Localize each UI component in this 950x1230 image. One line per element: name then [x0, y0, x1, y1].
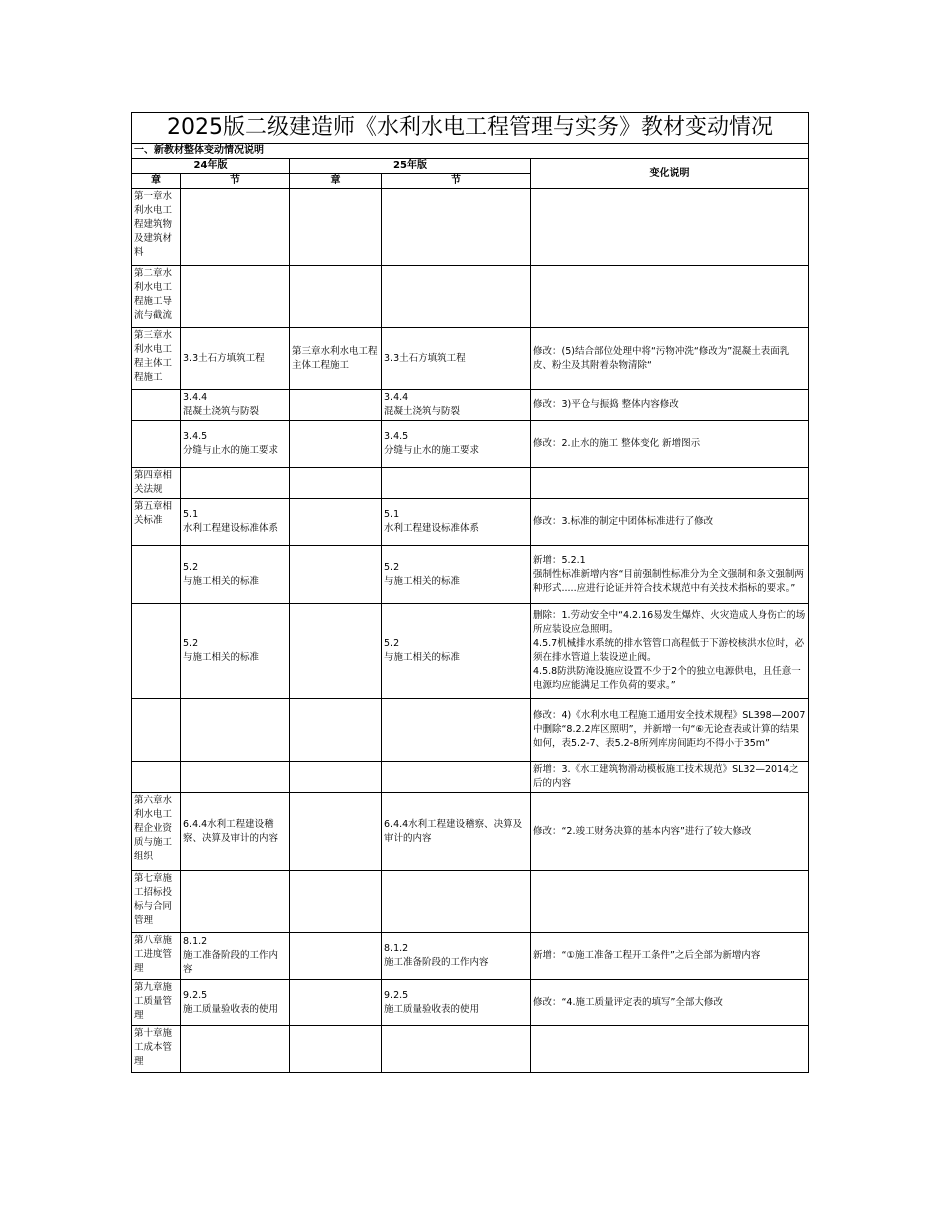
chapter-25-cell [290, 468, 382, 499]
section-25-cell [382, 762, 531, 793]
change-note-cell: 新增：“①施工准备工程开工条件”之后全部为新增内容 [531, 933, 809, 980]
table-row [132, 604, 809, 699]
header-chapter-25: 章 [290, 174, 382, 189]
chapter-25-cell [290, 499, 382, 546]
section-heading: 一、新教材整体变动情况说明 [132, 144, 809, 159]
chapter-25-cell [290, 980, 382, 1026]
section-25-cell [382, 189, 531, 266]
table-row [132, 390, 809, 421]
change-table [131, 112, 809, 1073]
chapter-25-cell [290, 421, 382, 468]
change-note-cell [531, 871, 809, 933]
section-24-cell [181, 468, 290, 499]
section-24-cell: 3.4.4 混凝土浇筑与防裂 [181, 390, 290, 421]
chapter-24-cell: 第七章施工招标投标与合同管理 [132, 871, 181, 933]
section-25-cell [382, 266, 531, 328]
section-24-cell: 3.3土石方填筑工程 [181, 328, 290, 390]
chapter-25-cell [290, 871, 382, 933]
chapter-25-cell [290, 793, 382, 871]
chapter-24-cell: 第三章水利水电工程主体工程施工 [132, 328, 181, 390]
section-24-cell [181, 762, 290, 793]
change-note-cell: 修改：4)《水利水电工程施工通用安全技术规程》SL398—2007中删除“8.2.2库区照明”，并新增一句“⑥无论查表或计算的结果如何，表5.2-7、表5.2-8所列库房间距均不得小于35m” [531, 699, 809, 762]
chapter-25-cell [290, 762, 382, 793]
chapter-24-cell [132, 762, 181, 793]
section-25-cell: 5.1 水利工程建设标准体系 [382, 499, 531, 546]
section-25-cell: 3.4.4 混凝土浇筑与防裂 [382, 390, 531, 421]
document-title: 2025版二级建造师《水利水电工程管理与实务》教材变动情况 [132, 113, 809, 144]
section-25-cell: 3.3土石方填筑工程 [382, 328, 531, 390]
chapter-25-cell [290, 266, 382, 328]
change-note-cell: 修改：3.标准的制定中团体标准进行了修改 [531, 499, 809, 546]
chapter-25-cell [290, 699, 382, 762]
chapter-24-cell: 第四章相关法规 [132, 468, 181, 499]
table-row [132, 1026, 809, 1073]
chapter-25-cell [290, 604, 382, 699]
change-note-cell: 修改：(5)结合部位处理中将“污物冲洗“修改为”混凝土表面乳皮、粉尘及其附着杂物清除“ [531, 328, 809, 390]
header-change-note: 变化说明 [531, 159, 809, 189]
section-24-cell [181, 266, 290, 328]
table-row [132, 699, 809, 762]
section-24-cell: 5.2 与施工相关的标准 [181, 546, 290, 604]
section-24-cell [181, 189, 290, 266]
chapter-24-cell: 第一章水利水电工程建筑物及建筑材料 [132, 189, 181, 266]
section-25-cell: 5.2 与施工相关的标准 [382, 604, 531, 699]
header-section-24: 节 [181, 174, 290, 189]
chapter-25-cell [290, 189, 382, 266]
change-note-cell: 新增：3.《水工建筑物滑动模板施工技术规范》SL32—2014之后的内容 [531, 762, 809, 793]
section-24-cell: 6.4.4水利工程建设稽察、决算及审计的内容 [181, 793, 290, 871]
chapter-25-cell [290, 933, 382, 980]
section-24-cell [181, 871, 290, 933]
chapter-24-cell: 第八章施工进度管理 [132, 933, 181, 980]
section-24-cell [181, 699, 290, 762]
section-24-cell: 5.1 水利工程建设标准体系 [181, 499, 290, 546]
change-note-cell [531, 468, 809, 499]
table-row [132, 871, 809, 933]
section-24-cell: 8.1.2 施工准备阶段的工作内容 [181, 933, 290, 980]
change-note-cell: 删除：1.劳动安全中“4.2.16易发生爆炸、火灾造成人身伤亡的场所应装设应急照明。 4.5.7机械排水系统的排水管管口高程低于下游校核洪水位时，必须在排水管道上装设逆止阀。 4.5.8防洪防淹设施应设置不少于2个的独立电源供电，且任意一电源均应能满足工作负荷的要求。” [531, 604, 809, 699]
section-25-cell: 8.1.2 施工准备阶段的工作内容 [382, 933, 531, 980]
chapter-24-cell: 第十章施工成本管理 [132, 1026, 181, 1073]
chapter-25-cell: 第三章水利水电工程主体工程施工 [290, 328, 382, 390]
chapter-24-cell: 第二章水利水电工程施工导流与截流 [132, 266, 181, 328]
chapter-24-cell [132, 699, 181, 762]
table-row [132, 499, 809, 546]
change-note-cell [531, 266, 809, 328]
table-row [132, 980, 809, 1026]
header-25-version: 25年版 [290, 159, 531, 174]
chapter-25-cell [290, 546, 382, 604]
section-25-cell [382, 699, 531, 762]
table-row [132, 266, 809, 328]
chapter-24-cell [132, 604, 181, 699]
change-note-cell: 修改：“4.施工质量评定表的填写”全部大修改 [531, 980, 809, 1026]
change-note-cell: 新增：5.2.1 强制性标准新增内容“目前强制性标准分为全文强制和条文强制两种形式.....应进行论证并符合技术规范中有关技术指标的要求。” [531, 546, 809, 604]
section-25-cell: 3.4.5 分缝与止水的施工要求 [382, 421, 531, 468]
change-note-cell: 修改：“2.竣工财务决算的基本内容”进行了较大修改 [531, 793, 809, 871]
chapter-24-cell: 第九章施工质量管理 [132, 980, 181, 1026]
section-25-cell [382, 1026, 531, 1073]
section-25-cell [382, 871, 531, 933]
chapter-24-cell [132, 390, 181, 421]
change-note-cell: 修改：2.止水的施工 整体变化 新增图示 [531, 421, 809, 468]
table-row [132, 793, 809, 871]
chapter-24-cell [132, 421, 181, 468]
header-section-25: 节 [382, 174, 531, 189]
section-24-cell: 9.2.5 施工质量验收表的使用 [181, 980, 290, 1026]
table-row [132, 421, 809, 468]
section-25-cell: 6.4.4水利工程建设稽察、决算及审计的内容 [382, 793, 531, 871]
chapter-24-cell: 第五章相关标准 [132, 499, 181, 546]
section-24-cell: 3.4.5 分缝与止水的施工要求 [181, 421, 290, 468]
header-24-version: 24年版 [132, 159, 290, 174]
chapter-25-cell [290, 1026, 382, 1073]
section-25-cell [382, 468, 531, 499]
table-row [132, 468, 809, 499]
section-24-cell: 5.2 与施工相关的标准 [181, 604, 290, 699]
section-25-cell: 5.2 与施工相关的标准 [382, 546, 531, 604]
chapter-24-cell [132, 546, 181, 604]
change-note-cell [531, 189, 809, 266]
table-row [132, 762, 809, 793]
change-note-cell [531, 1026, 809, 1073]
section-25-cell: 9.2.5 施工质量验收表的使用 [382, 980, 531, 1026]
chapter-24-cell: 第六章水利水电工程企业资质与施工组织 [132, 793, 181, 871]
table-row [132, 933, 809, 980]
table-row [132, 328, 809, 390]
change-note-cell: 修改：3)平仓与振捣 整体内容修改 [531, 390, 809, 421]
header-chapter-24: 章 [132, 174, 181, 189]
section-24-cell [181, 1026, 290, 1073]
table-row [132, 546, 809, 604]
document-sheet [131, 112, 808, 1073]
chapter-25-cell [290, 390, 382, 421]
table-row [132, 189, 809, 266]
